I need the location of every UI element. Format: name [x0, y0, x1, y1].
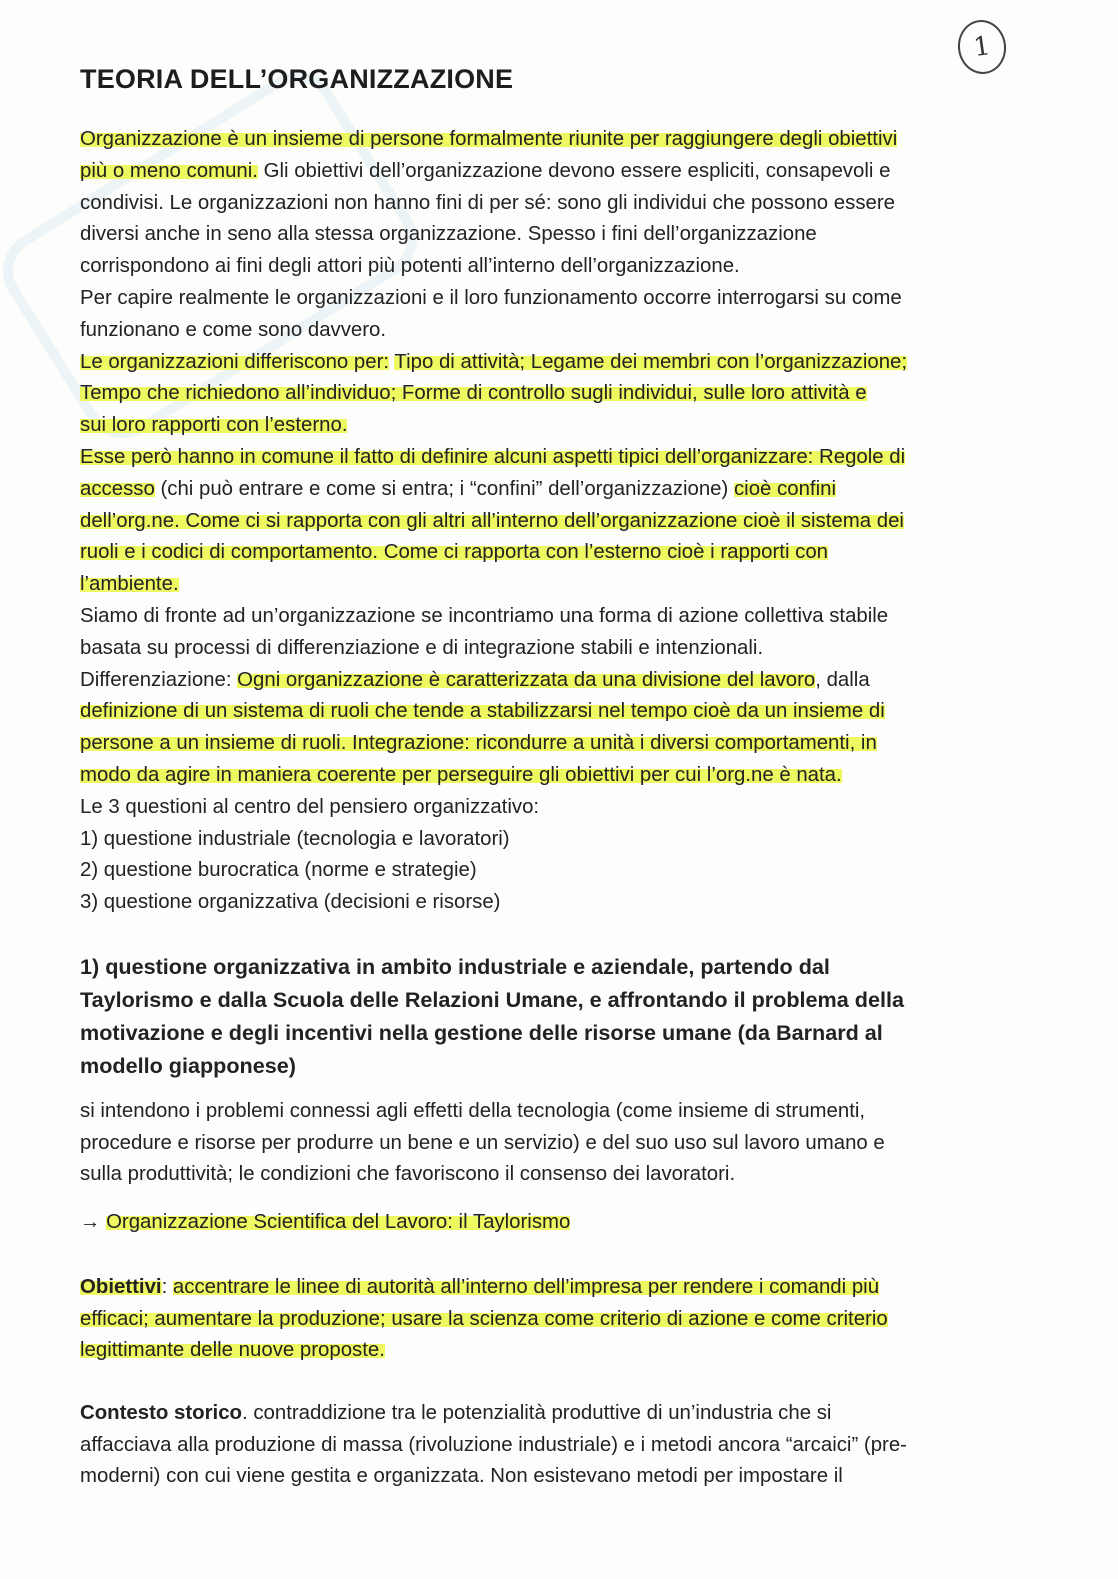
- intro-line: [80, 188, 1055, 220]
- text-segment: Gli obiettivi dell’organizzazione devono essere espliciti, consapevoli e: [257, 159, 891, 182]
- intro-line: [80, 283, 1055, 315]
- text-segment: Per capire realmente le organizzazioni e il loro funzionamento occorre interrogarsi su come: [80, 286, 902, 309]
- text-segment: basata su processi di differenziazione e di integrazione stabili e intenzionali.: [80, 636, 764, 659]
- text-segment: :: [161, 1276, 173, 1298]
- section-heading-line: modello giapponese): [80, 1053, 296, 1078]
- context-line: [80, 1461, 1055, 1493]
- text-segment: 2) questione burocratica (norme e strategie): [80, 859, 477, 882]
- text-segment: condivisi. Le organizzazioni non hanno fini di per sé: sono gli individui che possono essere: [80, 191, 895, 214]
- intro-paragraph: [80, 124, 1055, 919]
- intro-line: [80, 855, 1055, 887]
- page-title: TEORIA DELL’ORGANIZZAZIONE: [80, 64, 514, 94]
- highlighted-text: dell’org.ne. Come ci si rapporta con gli altri all’interno dell’organizzazione cioè il sistema dei: [80, 509, 904, 532]
- text-segment: (chi può entrare e come si entra; i “confini” dell’organizzazione): [154, 477, 734, 500]
- text-segment: 1) questione industriale (tecnologia e lavoratori): [80, 827, 510, 850]
- highlighted-text: Tipo di attività; Legame dei membri con l’organizzazione;: [394, 350, 908, 373]
- section-heading-line: motivazione e degli incentivi nella gestione delle risorse umane (da Barnard al: [80, 1020, 883, 1045]
- highlighted-text: accentrare le linee di autorità all’interno dell’impresa per rendere i comandi più: [172, 1276, 880, 1298]
- section-heading: [80, 950, 1040, 1082]
- objectives-line: [80, 1272, 1055, 1304]
- section-heading-line: 1) questione organizzativa in ambito industriale e aziendale, partendo dal: [80, 954, 830, 979]
- highlighted-text: persone a un insieme di ruoli. Integrazione: ricondurre a unità i diversi comportamenti, in: [80, 732, 877, 755]
- intro-line: [80, 696, 1055, 728]
- intro-line: [80, 760, 1055, 792]
- highlighted-text: accesso: [80, 477, 155, 500]
- highlighted-text: più o meno comuni.: [80, 159, 258, 182]
- definition-line: sulla produttività; le condizioni che favoriscono il consenso dei lavoratori.: [80, 1163, 736, 1185]
- page-number: 1: [954, 17, 1009, 77]
- objectives-line: [80, 1304, 1055, 1336]
- intro-line: [80, 569, 1055, 601]
- intro-line: [80, 633, 1055, 665]
- intro-line: [80, 315, 1055, 347]
- intro-line: [80, 537, 1055, 569]
- text-segment: Le 3 questioni al centro del pensiero organizzativo:: [80, 795, 540, 818]
- definition-line: procedure e risorse per produrre un bene e un servizio) e del suo uso sul lavoro umano e: [80, 1131, 885, 1154]
- intro-line: [80, 347, 1055, 379]
- highlighted-text: modo da agire in maniera coerente per perseguire gli obiettivi per cui l’org.ne è nata.: [80, 763, 842, 786]
- highlighted-text: legittimante delle nuove proposte.: [80, 1339, 385, 1361]
- intro-line: [80, 124, 1055, 156]
- definition-line: si intendono i problemi connessi agli effetti della tecnologia (come insieme di strumenti,: [80, 1100, 866, 1122]
- objectives-line: [80, 1335, 1055, 1367]
- text-segment: affacciava alla produzione di massa (rivoluzione industriale) e i metodi ancora “arcaici” (pre-: [80, 1433, 907, 1456]
- highlighted-text: sui loro rapporti con l’esterno.: [80, 414, 348, 437]
- subsection-title: [80, 1207, 570, 1238]
- intro-line: [80, 156, 1055, 188]
- objectives-label: Obiettivi: [80, 1276, 162, 1298]
- highlighted-text: Tempo che richiedono all’individuo; Forme di controllo sugli individui, sulle loro attività e: [80, 382, 867, 405]
- text-segment: 3) questione organizzativa (decisioni e risorse): [80, 891, 501, 914]
- context-line: [80, 1398, 1055, 1430]
- intro-line: [80, 251, 1055, 283]
- intro-line: [80, 410, 1055, 442]
- context-paragraph: [80, 1398, 1055, 1493]
- text-segment: . contraddizione tra le potenzialità produttive di un’industria che si: [242, 1402, 832, 1424]
- intro-line: [80, 665, 1055, 697]
- text-segment: Siamo di fronte ad un’organizzazione se incontriamo una forma di azione collettiva stabile: [80, 604, 889, 627]
- highlighted-text: definizione di un sistema di ruoli che tende a stabilizzarsi nel tempo cioè da un insieme di: [80, 700, 885, 723]
- highlighted-text: Esse però hanno in comune il fatto di definire alcuni aspetti tipici dell’organizzare: Regole di: [80, 445, 906, 468]
- intro-line: [80, 601, 1055, 633]
- intro-line: [80, 474, 1055, 506]
- subsection-text: Organizzazione Scientifica del Lavoro: il Taylorismo: [106, 1211, 571, 1233]
- objectives-paragraph: [80, 1272, 1055, 1367]
- text-segment: diversi anche in seno alla stessa organizzazione. Spesso i fini dell’organizzazione: [80, 223, 817, 246]
- text-segment: funzionano e come sono davvero.: [80, 318, 387, 341]
- intro-line: [80, 792, 1055, 824]
- intro-line: [80, 219, 1055, 251]
- arrow-icon: →: [80, 1211, 101, 1233]
- definition-paragraph: [80, 1096, 1055, 1191]
- text-segment: corrispondono ai fini degli attori più potenti all’interno dell’organizzazione.: [80, 255, 740, 278]
- highlighted-text: ruoli e i codici di comportamento. Come ci rapporta con l’esterno cioè i rapporti con: [80, 541, 829, 564]
- highlighted-text: cioè confini: [733, 477, 836, 500]
- highlighted-text: Organizzazione è un insieme di persone formalmente riunite per raggiungere degli obiettivi: [80, 128, 898, 150]
- context-label: Contesto storico: [80, 1402, 243, 1424]
- section-heading-line: Taylorismo e dalla Scuola delle Relazioni Umane, e affrontando il problema della: [80, 987, 904, 1012]
- text-segment: moderni) con cui viene gestita e organizzata. Non esistevano metodi per impostare il: [80, 1465, 843, 1487]
- text-segment: Differenziazione:: [80, 668, 238, 691]
- intro-line: [80, 887, 1055, 919]
- highlighted-text: efficaci; aumentare la produzione; usare la scienza come criterio di azione e come criterio: [80, 1307, 888, 1330]
- highlighted-text: Ogni organizzazione è caratterizzata da una divisione del lavoro: [237, 668, 816, 691]
- intro-line: [80, 506, 1055, 538]
- intro-line: [80, 442, 1055, 474]
- text-segment: , dalla: [815, 668, 870, 691]
- highlighted-text: l’ambiente.: [80, 573, 179, 596]
- intro-line: [80, 728, 1055, 760]
- intro-line: [80, 378, 1055, 410]
- context-line: [80, 1430, 1055, 1462]
- highlighted-text: Le organizzazioni differiscono per:: [80, 350, 390, 373]
- intro-line: [80, 824, 1055, 856]
